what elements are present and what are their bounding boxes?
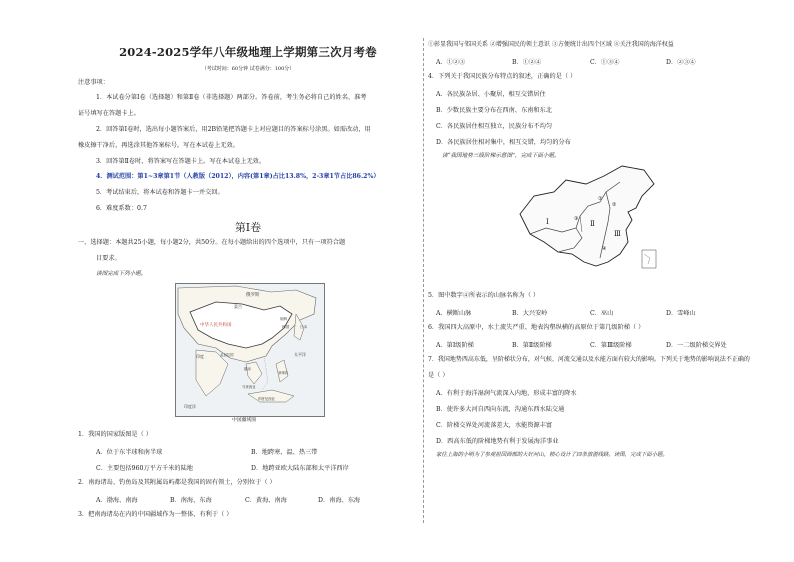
column-divider: [423, 38, 424, 523]
map2-label-5: ③: [574, 216, 579, 222]
q7-stem: 7．我国地势西高东低，呈阶梯状分布，对气候、河流交通以及水能方面有较大的影响。下列关于地势的影响说法不正确的: [428, 356, 750, 363]
map1-label-1: 蒙古: [234, 304, 242, 309]
map1-label-13: 印度尼西亚: [258, 397, 275, 401]
china-territory-map: [175, 283, 325, 417]
q7-option-c[interactable]: C．阶梯交界处河流落差大，水能资源丰富: [436, 422, 553, 429]
note-line-8: 6．难度系数：0.7: [96, 205, 147, 212]
note-line-4: 橡皮擦干净后，再选涂其他答案标号。写在本试卷上无效。: [78, 142, 239, 149]
q7-option-b[interactable]: B．使许多大河自西向东流，沟通东西水陆交通: [436, 406, 565, 413]
q4-option-b[interactable]: B．少数民族主要分布在西南、东南和东北: [436, 107, 552, 114]
section-instruction-1: 一、选择题：本题共25小题，每小题2分，共50分。在每小题给出的四个选项中，只有一项符合题: [78, 239, 346, 246]
map1-label-0: 俄罗斯: [246, 293, 260, 298]
q2-option-b[interactable]: B．南海、东海: [170, 497, 212, 504]
map1-label-5: 日本: [300, 325, 308, 329]
q5-option-a[interactable]: A．横断山脉: [436, 310, 472, 317]
q2-option-c[interactable]: C．黄海、南海: [245, 497, 287, 504]
map2-drawing: [510, 162, 670, 284]
q6-option-a[interactable]: A．第Ⅰ级阶梯: [436, 342, 474, 349]
map1-label-12: 马来西亚: [242, 385, 256, 389]
map2-label-1: Ⅱ: [590, 220, 595, 228]
map2-label-6: ④: [602, 246, 607, 252]
q3-option-d[interactable]: D．②③④: [666, 59, 696, 66]
q1-option-b[interactable]: B．地跨寒、温、热三带: [251, 449, 318, 456]
q5-option-d[interactable]: D．雪峰山: [666, 310, 696, 317]
exam-subtitle: （考试时间：60分钟 试卷满分：100分）: [201, 66, 295, 72]
map1-label-10: 菲律宾: [278, 371, 289, 375]
q7-option-d[interactable]: D．西高东低的阶梯地势有利于发展海洋事业: [436, 438, 559, 445]
q2-option-d[interactable]: D．南海、东海: [318, 497, 361, 504]
note-line-3: 2．回答第Ⅰ卷时，选出每小题答案后，用2B铅笔把答题卡上对应题目的答案标号涂黑。如需改动，用: [96, 126, 371, 133]
exam-title: 2024-2025学年八年级地理上学期第三次月考卷: [119, 45, 377, 59]
q1-option-a[interactable]: A．位于东半球和南半球: [96, 449, 163, 456]
map1-label-8: 太平洋: [294, 352, 306, 357]
section-instruction-2: 目要求。: [96, 255, 121, 262]
note-line-6: 4．测试范围：第1~3章第1节（人教版（2012），内容(第1章)占比13.8%，2-3章1节占比86.2%）: [96, 173, 380, 180]
q6-option-d[interactable]: D．一二级阶梯交界处: [666, 342, 727, 349]
notes-heading: 注意事项：: [78, 79, 109, 86]
terrain-steps-map: [510, 162, 670, 284]
q3-option-a[interactable]: A．①②③: [436, 59, 466, 66]
map1-label-4: 韩国: [282, 325, 290, 329]
note-line-7: 5．考试结束后，将本试卷和答题卡一并交回。: [96, 189, 224, 196]
q4-option-c[interactable]: C．各民族居住相互独立，民族分布不均匀: [436, 123, 553, 130]
map1-label-11: 越南: [244, 367, 251, 371]
note-line-5: 3．回答第Ⅱ卷时，将答案写在答题卡上。写在本试卷上无效。: [96, 158, 266, 165]
note-line-2: 证号填写在答题卡上。: [78, 110, 140, 117]
q3-option-b[interactable]: B．①②④: [512, 59, 542, 66]
q2-option-a[interactable]: A．渤海、南海: [96, 497, 138, 504]
q6-stem: 6．我国四大高原中，水土流失严重、地表沟壑纵横的高原位于第几级阶梯（ ）: [428, 324, 645, 331]
q6-option-b[interactable]: B．第Ⅱ级阶梯: [512, 342, 552, 349]
q3-statements: ①彰显我国与邻国关系 ②增强国民的领土意识 ③方便统计出四个区域 ④关注我国的海洋权益: [428, 41, 674, 48]
q4-option-a[interactable]: A．各民族杂居、小聚居，相互交错居住: [436, 91, 546, 98]
q3-stem: 3．把南海诸岛在内的中国疆域作为一整体，有利于（ ）: [78, 511, 233, 518]
map2-label-4: ②: [612, 202, 617, 208]
left-column: [78, 34, 418, 72]
q7-stem-cont: 是（ ）: [428, 372, 449, 379]
q5-option-b[interactable]: B．大兴安岭: [512, 310, 548, 317]
q4-option-d[interactable]: D．各民族居住相对集中，相互交错，均匀的分布: [436, 139, 571, 146]
q3-option-c[interactable]: C．①③④: [590, 59, 620, 66]
q5-option-c[interactable]: C．巫山: [590, 310, 614, 317]
map-drawing: [176, 284, 324, 416]
map2-intro: 读“我国地势三级阶梯示意图”，完成下面小题。: [442, 153, 560, 159]
q4-stem: 4．下列关于我国民族分布特点的叙述，正确的是（ ）: [428, 73, 577, 80]
map2-label-2: Ⅲ: [614, 230, 621, 238]
map2-label-0: Ⅰ: [546, 218, 549, 226]
map-intro: 读图完成下列小题。: [96, 271, 147, 277]
map1-label-2: 中华人民共和国: [200, 323, 232, 328]
closing-intro: 家住上海的小明为了参观祖国西部的大好河山，精心设计了四条旅游线路，读图，完成下面小题。: [436, 452, 668, 458]
q1-option-d[interactable]: D．地跨亚欧大陆东部和太平洋西岸: [251, 465, 349, 472]
map2-label-3: ①: [598, 196, 603, 202]
map1-label-6: 印度: [196, 354, 204, 359]
q5-stem: 5．图中数字④所表示的山脉名称为（ ）: [428, 292, 540, 299]
map1-caption: 中国疆域图: [232, 418, 256, 423]
map1-label-3: 朝鲜: [280, 317, 288, 321]
section-title: 第Ⅰ卷: [234, 221, 262, 234]
q2-stem: 2．南海诸岛、钓鱼岛及其附属岛屿都是我国的固有领土，分别位于（ ）: [78, 479, 276, 486]
q6-option-c[interactable]: C．第Ⅲ级阶梯: [590, 342, 632, 349]
q1-stem: 1．我国的国家版图是（ ）: [78, 431, 152, 438]
map1-label-7: 孟加拉国: [220, 353, 234, 357]
q7-option-a[interactable]: A．有利于海洋湿润气流深入内地，形成丰富的降水: [436, 390, 577, 397]
q1-option-c[interactable]: C．主要包括960万平方千米的陆地: [96, 465, 193, 472]
map1-label-9: 印度洋: [184, 404, 196, 409]
note-line-1: 1．本试卷分第Ⅰ卷（选择题）和第Ⅱ卷（非选择题）两部分。答卷前，考生务必将自己的姓名、准考: [96, 94, 367, 101]
